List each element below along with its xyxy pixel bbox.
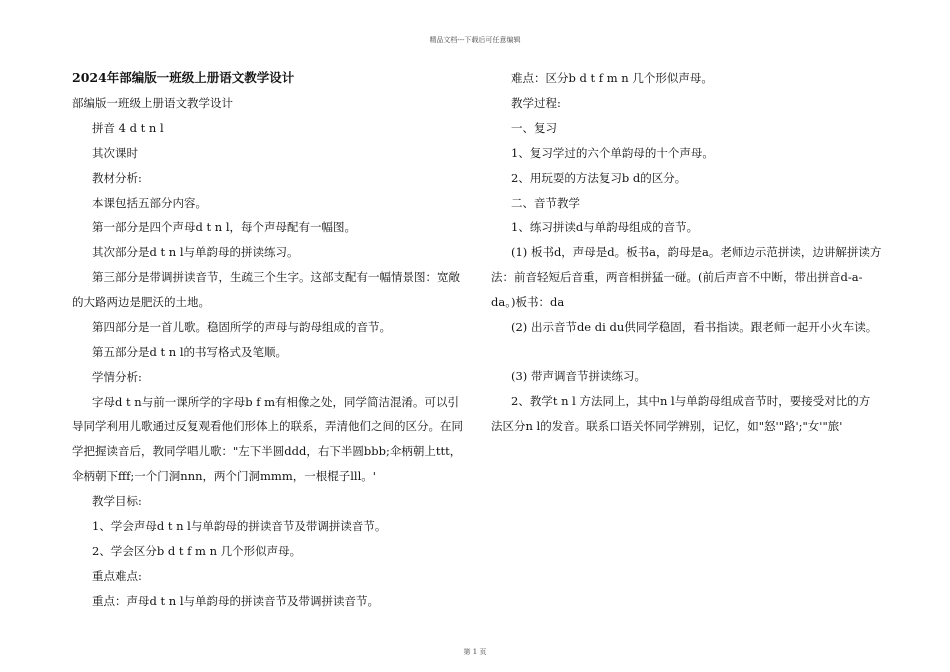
text-line: 导同学利用儿歌通过反复观看他们形体上的联系，弄清他们之间的区分。在同 xyxy=(72,419,463,433)
page-header: 精品文档---下载后可任意编辑 xyxy=(429,36,521,44)
section-heading: 一、复习 xyxy=(511,121,557,135)
text-line: (3) 带声调音节拼读练习。 xyxy=(511,369,646,383)
text-line: 2、教学t n l 方法同上，其中n l与单韵母组成音节时，要接受对比的方 xyxy=(511,394,871,408)
text-line: 第三部分是带调拼读音节，生疏三个生字。这部支配有一幅情景图：宽敞 xyxy=(92,270,460,284)
section-heading: 重点难点: xyxy=(92,569,142,583)
text-line: 部编版一班级上册语文教学设计 xyxy=(72,96,233,110)
text-line: 拼音 4 d t n l xyxy=(92,121,164,135)
text-line: 伞柄朝下fff;一个门洞nnn，两个门洞mmm，一根棍子lll。' xyxy=(72,469,376,483)
text-line: 1、学会声母d t n l与单韵母的拼读音节及带调拼读音节。 xyxy=(92,519,387,533)
page-number: 第 1 页 xyxy=(463,648,487,656)
text-line: 其次部分是d t n l与单韵母的拼读练习。 xyxy=(92,245,299,259)
text-line: 的大路两边是肥沃的土地。 xyxy=(72,295,210,309)
text-line: 法区分n l的发音。联系口语关怀同学辨别，记忆，如"怒'"路';"女'"旅' xyxy=(491,419,843,433)
text-line: (1) 板书d，声母是d。板书a，韵母是a。老师边示范拼读，边讲解拼读方 xyxy=(511,245,882,259)
section-heading: 教材分析: xyxy=(92,171,142,185)
text-line: 难点：区分b d t f m n 几个形似声母。 xyxy=(511,71,713,85)
text-line: 重点：声母d t n l与单韵母的拼读音节及带调拼读音节。 xyxy=(92,594,380,608)
section-heading: 二、音节教学 xyxy=(511,196,580,210)
text-line: 其次课时 xyxy=(92,146,138,160)
text-line: 本课包括五部分内容。 xyxy=(92,196,207,210)
text-line: 2、用玩耍的方法复习b d的区分。 xyxy=(511,171,687,185)
document-title: 2024年部编版一班级上册语文教学设计 xyxy=(72,70,295,85)
section-heading: 学情分析: xyxy=(92,370,142,384)
section-heading: 教学过程: xyxy=(511,96,561,110)
text-line: 第五部分是d t n l的书写格式及笔顺。 xyxy=(92,345,288,359)
text-line: 第四部分是一首儿歌。稳固所学的声母与韵母组成的音节。 xyxy=(92,320,391,334)
section-heading: 教学目标: xyxy=(92,494,142,508)
text-line: 法：前音轻短后音重，两音相拼猛一碰。(前后声音不中断，带出拼音d-a- xyxy=(491,270,863,284)
text-line: 1、练习拼读d与单韵母组成的音节。 xyxy=(511,220,699,234)
text-line: 2、学会区分b d t f m n 几个形似声母。 xyxy=(92,544,302,558)
text-line: (2) 出示音节de di du供同学稳固，看书指读。跟老师一起开小火车读。 xyxy=(511,320,878,334)
text-line: 1、复习学过的六个单韵母的十个声母。 xyxy=(511,146,714,160)
text-line: 学把握读音后，教同学唱儿歌："左下半圆ddd，右下半圆bbb;伞柄朝上ttt， xyxy=(72,444,462,458)
text-line: 第一部分是四个声母d t n l，每个声母配有一幅图。 xyxy=(92,220,357,234)
text-line: da。)板书：da xyxy=(491,295,565,309)
text-line: 字母d t n与前一课所学的字母b f m有相像之处，同学简洁混淆。可以引 xyxy=(92,395,460,409)
